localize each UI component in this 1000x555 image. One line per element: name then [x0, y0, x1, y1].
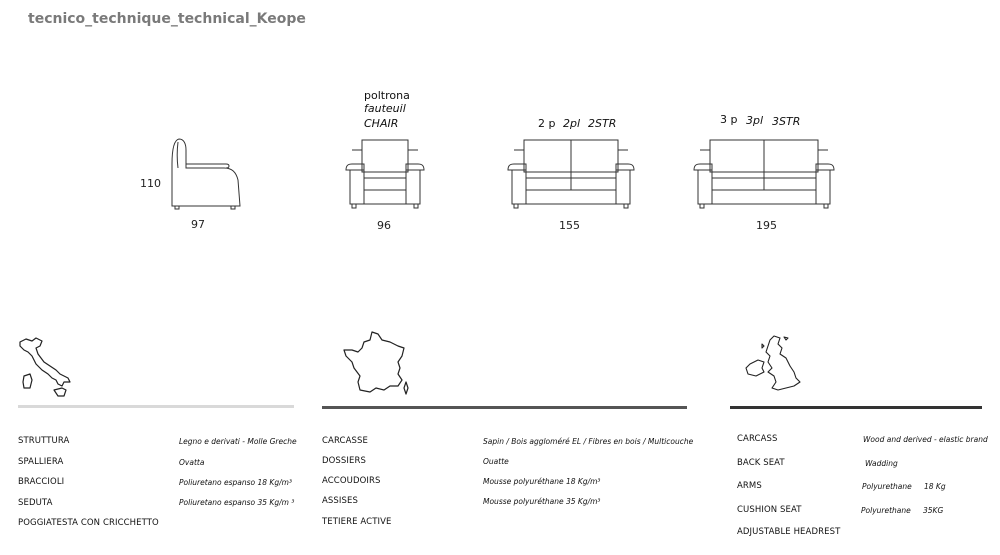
- france-spec-label-2: DOSSIERS: [322, 456, 367, 466]
- three-seat-name-en: 3STR: [772, 115, 801, 128]
- side-height-label: 110: [140, 177, 161, 190]
- two-seat-drawing: [506, 138, 636, 212]
- uk-spec-label-3: ARMS: [737, 481, 762, 491]
- three-seat-name-it: 3 p: [720, 113, 738, 126]
- uk-spec-label-5: ADJUSTABLE HEADREST: [737, 527, 841, 537]
- side-width-label: 97: [191, 218, 205, 231]
- uk-map-icon: [744, 334, 802, 392]
- three-seat-width-label: 195: [756, 219, 777, 232]
- uk-spec-label-4: CUSHION SEAT: [737, 505, 802, 515]
- italy-spec-value-4: Poliuretano espanso 35 Kg/m ³: [179, 498, 295, 507]
- uk-spec-extra-3: 18 Kg: [924, 482, 946, 491]
- two-seat-width-label: 155: [559, 219, 580, 232]
- chair-drawing: [344, 138, 426, 212]
- france-spec-value-3: Mousse polyuréthane 18 Kg/m³: [483, 477, 601, 486]
- uk-rule: [730, 406, 982, 409]
- two-seat-name-en: 2STR: [588, 117, 617, 130]
- uk-spec-value-3: Polyurethane: [862, 482, 912, 491]
- france-rule: [322, 406, 687, 409]
- three-seat-drawing: [692, 138, 836, 212]
- france-spec-value-1: Sapin / Bois aggloméré EL / Fibres en bois / Multicouche: [483, 437, 694, 446]
- france-spec-value-2: Ouatte: [483, 457, 509, 466]
- italy-spec-label-1: STRUTTURA: [18, 436, 70, 446]
- two-seat-name-fr: 2pl: [563, 117, 581, 130]
- uk-spec-value-2: Wadding: [865, 459, 898, 468]
- italy-spec-label-4: SEDUTA: [18, 498, 53, 508]
- uk-spec-label-2: BACK SEAT: [737, 458, 785, 468]
- page-title: tecnico_technique_technical_Keope: [28, 11, 306, 27]
- three-seat-name-fr: 3pl: [746, 114, 764, 127]
- france-spec-label-4: ASSISES: [322, 496, 358, 506]
- uk-spec-label-1: CARCASS: [737, 434, 778, 444]
- italy-spec-value-2: Ovatta: [179, 458, 205, 467]
- france-spec-label-3: ACCOUDOIRS: [322, 476, 381, 486]
- uk-spec-value-1: Wood and derived - elastic brand: [863, 435, 988, 444]
- france-spec-label-5: TETIERE ACTIVE: [322, 517, 392, 527]
- france-spec-label-1: CARCASSE: [322, 436, 368, 446]
- france-map-icon: [342, 330, 410, 396]
- italy-spec-label-5: POGGIATESTA CON CRICCHETTO: [18, 518, 159, 528]
- italy-rule: [18, 405, 294, 408]
- chair-name-en: CHAIR: [364, 117, 399, 130]
- uk-spec-value-4: Polyurethane: [861, 506, 911, 515]
- side-view-drawing: [164, 136, 244, 212]
- two-seat-name-it: 2 p: [538, 117, 556, 130]
- france-spec-value-4: Mousse polyuréthane 35 Kg/m³: [483, 497, 601, 506]
- italy-spec-label-3: BRACCIOLI: [18, 477, 65, 487]
- italy-spec-value-1: Legno e derivati - Molle Greche: [179, 437, 297, 446]
- chair-width-label: 96: [377, 219, 391, 232]
- uk-spec-extra-4: 35KG: [923, 506, 944, 515]
- chair-name-it: poltrona: [364, 89, 410, 102]
- italy-spec-value-3: Poliuretano espanso 18 Kg/m³: [179, 478, 292, 487]
- chair-name-fr: fauteuil: [364, 102, 406, 115]
- italy-spec-label-2: SPALLIERA: [18, 457, 64, 467]
- italy-map-icon: [16, 336, 74, 400]
